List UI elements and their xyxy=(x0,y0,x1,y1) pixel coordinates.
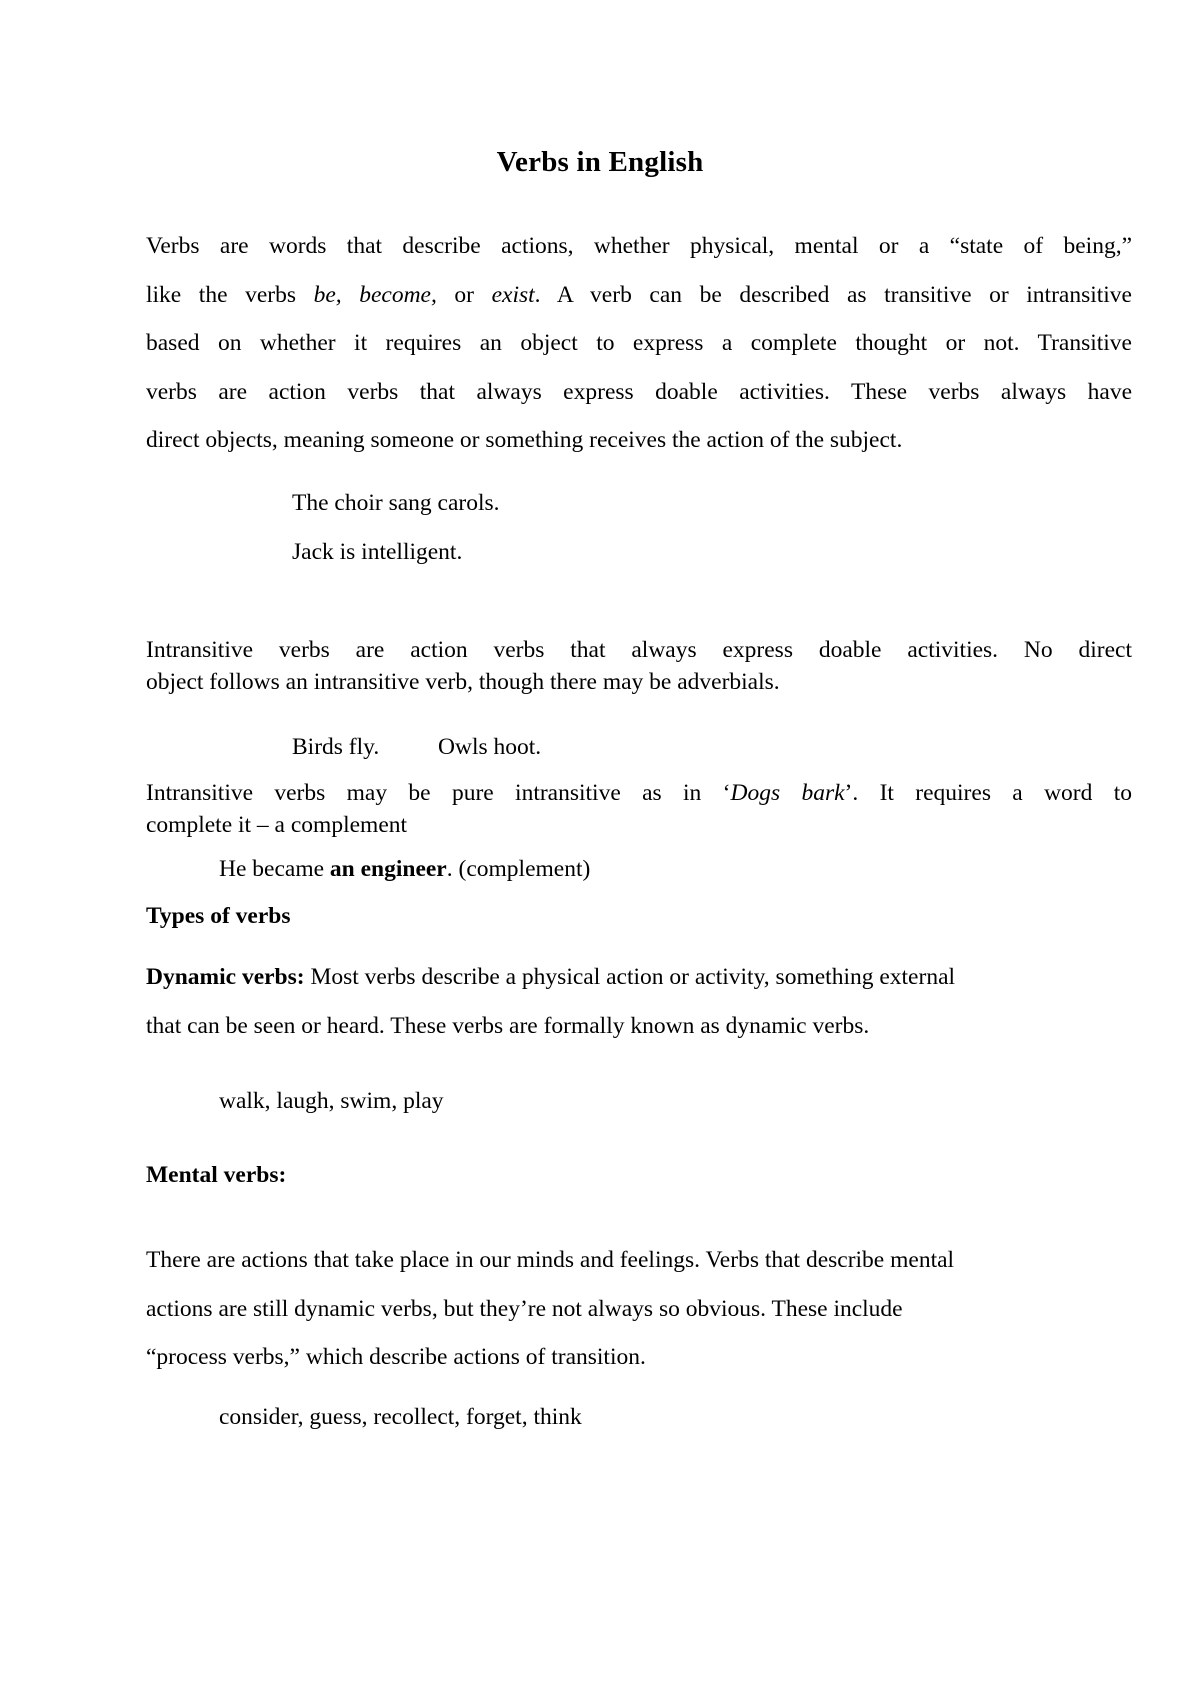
intro-paragraph xyxy=(146,222,1132,465)
complement-prefix: He became xyxy=(219,856,330,882)
example-intransitive-1: Birds fly. xyxy=(292,734,380,760)
pure-intransitive-line-1 xyxy=(146,777,1132,809)
intro-or: or xyxy=(436,281,492,308)
intro-line-2-prefix: like the verbs xyxy=(146,281,314,308)
pure-intransitive-paragraph xyxy=(146,777,1132,841)
example-intransitive-2: Owls hoot. xyxy=(438,734,542,760)
example-transitive-2: Jack is intelligent. xyxy=(292,539,463,565)
complement-example xyxy=(219,856,590,883)
page-title: Verbs in English xyxy=(496,146,704,178)
mental-examples: consider, guess, recollect, forget, think xyxy=(219,1404,582,1430)
dynamic-paragraph xyxy=(146,953,1132,1050)
pure-intransitive-prefix: Intransitive verbs may be pure intransitive as in ‘ xyxy=(146,780,731,806)
intro-line-1: Verbs are words that describe actions, whether physical, mental or a “state of being,” xyxy=(146,233,1132,259)
intro-dot: . xyxy=(534,281,557,308)
dynamic-line-1-rest: Most verbs describe a physical action or activity, something external xyxy=(304,964,956,990)
intro-line-4: verbs are action verbs that always express doable activities. These verbs always have xyxy=(146,378,1132,405)
intro-italic-verbs: be, become, xyxy=(313,281,437,308)
intransitive-paragraph xyxy=(146,634,1132,698)
complement-bold: an engineer xyxy=(329,856,447,882)
pure-intransitive-line-2: complete it – a complement xyxy=(146,812,408,838)
mental-line-3: “process verbs,” which describe actions of transition. xyxy=(146,1344,646,1370)
pure-intransitive-suffix: ’. It requires a word to xyxy=(844,780,1132,806)
types-heading: Types of verbs xyxy=(146,903,291,929)
intro-line-2 xyxy=(146,271,1132,320)
example-transitive-1: The choir sang carols. xyxy=(292,490,500,516)
intro-line-3: based on whether it requires an object to express a complete thought or not. Transitive xyxy=(146,330,1132,356)
intro-line-2-rest: A verb can be described as transitive or intransitive xyxy=(556,281,1132,308)
mental-line-1: There are actions that take place in our minds and feelings. Verbs that describe mental xyxy=(146,1247,955,1273)
intro-italic-exist: exist xyxy=(491,281,535,308)
dynamic-examples: walk, laugh, swim, play xyxy=(219,1088,444,1114)
mental-paragraph xyxy=(146,1236,1132,1382)
intro-line-5: direct objects, meaning someone or something receives the action of the subject. xyxy=(146,427,903,453)
intransitive-line-1: Intransitive verbs are action verbs that always express doable activities. No direct xyxy=(146,637,1132,663)
intransitive-line-2: object follows an intransitive verb, though there may be adverbials. xyxy=(146,669,780,695)
pure-intransitive-italic: Dogs bark xyxy=(730,780,845,806)
complement-suffix: . (complement) xyxy=(446,856,591,882)
dynamic-line-1 xyxy=(146,953,1132,1002)
dynamic-line-2: that can be seen or heard. These verbs are formally known as dynamic verbs. xyxy=(146,1012,870,1039)
mental-line-2: actions are still dynamic verbs, but they’re not always so obvious. These include xyxy=(146,1295,903,1322)
mental-heading: Mental verbs: xyxy=(146,1162,287,1188)
dynamic-label: Dynamic verbs: xyxy=(146,964,305,990)
